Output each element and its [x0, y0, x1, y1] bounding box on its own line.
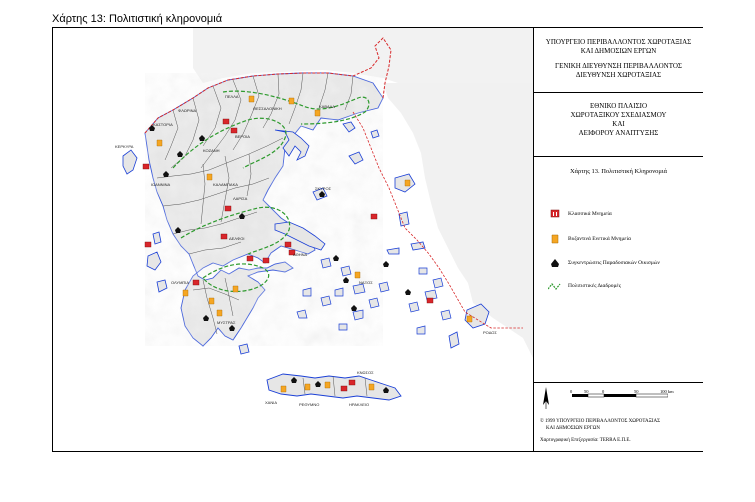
- byzantine-monument-marker: [467, 316, 472, 322]
- place-label: ΚΝΩΣΟΣ: [357, 370, 374, 375]
- legend-item-route: [548, 281, 621, 291]
- info-panel: [533, 28, 703, 451]
- map-frame: [52, 27, 703, 452]
- copyright-line: ΚΑΙ ΔΗΜΟΣΙΩΝ ΕΡΓΩΝ: [546, 426, 600, 431]
- byzantine-monument-icon: [548, 234, 562, 244]
- place-label: ΑΘΗΝΑ: [293, 252, 308, 257]
- legend-item-classical: [548, 209, 612, 219]
- scale-tick: 0: [570, 389, 573, 394]
- classical-monument-marker: [263, 258, 269, 263]
- byzantine-monument-marker: [183, 290, 188, 296]
- classical-monument-marker: [247, 256, 253, 261]
- place-label: ΗΡΑΚΛΕΙΟ: [349, 402, 370, 407]
- greece-map[interactable]: [53, 28, 533, 451]
- legend-box: [534, 157, 703, 383]
- byzantine-monument-marker: [289, 98, 294, 104]
- classical-monument-marker: [221, 234, 227, 239]
- legend-label: Πολιτιστικές Διαδρομές: [568, 282, 621, 289]
- framework-box: [534, 93, 703, 157]
- framework-line: ΕΘΝΙΚΟ ΠΛΑΙΣΙΟ: [589, 102, 648, 110]
- classical-monument-marker: [145, 242, 151, 247]
- scale-box: [534, 383, 703, 451]
- classical-monument-marker: [341, 386, 347, 391]
- byzantine-monument-marker: [369, 384, 374, 390]
- classical-monument-marker: [143, 164, 149, 169]
- place-label: ΡΕΘΥΜΝΟ: [299, 402, 320, 407]
- place-label: ΚΑΒΑΛΑ: [319, 104, 336, 109]
- byzantine-monument-marker: [405, 180, 410, 186]
- place-label: ΘΕΣΣΑΛΟΝΙΚΗ: [253, 106, 282, 111]
- legend-label: Βυζαντινά Ενετικά Μνημεία: [568, 235, 631, 242]
- place-label: ΦΛΩΡΙΝΑ: [178, 108, 197, 113]
- classical-monument-icon: [548, 209, 562, 219]
- directorate-line: ΔΙΕΥΘΥΝΣΗ ΧΩΡΟΤΑΞΙΑΣ: [575, 71, 662, 79]
- samothraki-island: [371, 130, 379, 138]
- place-label: ΚΑΛΑΜΠΑΚΑ: [213, 182, 238, 187]
- legend-label: Συγκεντρώσεις Παραδοσιακών Οικισμών: [568, 259, 660, 266]
- byzantine-monument-marker: [233, 286, 238, 292]
- map-caption: Χάρτης 13: Πολιτιστική κληρονομιά: [52, 13, 223, 25]
- place-label: ΡΟΔΟΣ: [483, 330, 497, 335]
- classical-monument-marker: [193, 280, 199, 285]
- byzantine-monument-marker: [249, 96, 254, 102]
- cartography-credit: Χαρτογραφική Επεξεργασία: TERRA Ε.Π.Ε.: [540, 438, 631, 443]
- place-label: ΒΕΡΟΙΑ: [235, 134, 250, 139]
- classical-monument-marker: [223, 119, 229, 124]
- copyright-line: © 1999 ΥΠΟΥΡΓΕΙΟ ΠΕΡΙΒΑΛΛΟΝΤΟΣ ΧΩΡΟΤΑΞΙΑΣ: [540, 419, 661, 424]
- place-label: ΚΕΡΚΥΡΑ: [115, 144, 134, 149]
- scale-tick: 100 km: [660, 389, 674, 394]
- byzantine-monument-marker: [207, 174, 212, 180]
- place-label: ΔΕΛΦΟΙ: [229, 236, 245, 241]
- place-label: ΟΛΥΜΠΙΑ: [171, 280, 190, 285]
- classical-monument-marker: [349, 380, 355, 385]
- directorate-line: ΓΕΝΙΚΗ ΔΙΕΥΘΥΝΣΗ ΠΕΡΙΒΑΛΛΟΝΤΟΣ: [555, 62, 682, 70]
- place-label: ΠΕΛΛΑ: [225, 94, 239, 99]
- byzantine-monument-marker: [209, 298, 214, 304]
- place-label: ΣΚΥΡΟΣ: [315, 186, 332, 191]
- ministry-box: [534, 28, 703, 93]
- cultural-route-icon: [548, 281, 562, 291]
- map-title: Χάρτης 13. Πολιτιστική Κληρονομιά: [569, 168, 668, 175]
- classical-monument-marker: [225, 206, 231, 211]
- framework-line: ΑΕΙΦΟΡΟΥ ΑΝΑΠΤΥΞΗΣ: [578, 129, 659, 137]
- kythira-island: [239, 344, 249, 354]
- scale-tick: 50: [584, 389, 589, 394]
- classical-monument-marker: [427, 298, 433, 303]
- place-label: ΜΥΣΤΡΑΣ: [217, 320, 236, 325]
- byzantine-monument-marker: [157, 140, 162, 146]
- settlement-icon: [548, 258, 562, 268]
- byzantine-monument-marker: [305, 384, 310, 390]
- byzantine-monument-marker: [217, 310, 222, 316]
- framework-line: ΚΑΙ: [612, 120, 625, 128]
- classical-monument-marker: [231, 128, 237, 133]
- ministry-line: ΚΑΙ ΔΗΜΟΣΙΩΝ ΕΡΓΩΝ: [580, 47, 657, 55]
- place-label: ΝΑΞΟΣ: [359, 280, 373, 285]
- scale-tick: 0: [602, 389, 605, 394]
- place-label: ΛΑΡΙΣΑ: [233, 196, 248, 201]
- scale-tick: 50: [634, 389, 639, 394]
- legend-item-settlement: [548, 258, 660, 268]
- legend-item-byzantine: [548, 234, 631, 244]
- byzantine-monument-marker: [355, 272, 360, 278]
- classical-monument-marker: [371, 214, 377, 219]
- north-arrow-icon: [540, 387, 552, 409]
- place-label: ΧΑΝΙΑ: [265, 400, 278, 405]
- chios-island: [399, 212, 409, 226]
- byzantine-monument-marker: [315, 110, 320, 116]
- place-label: ΙΩΑΝΝΙΝΑ: [151, 182, 171, 187]
- ministry-line: ΥΠΟΥΡΓΕΙΟ ΠΕΡΙΒΑΛΛΟΝΤΟΣ ΧΩΡΟΤΑΞΙΑΣ: [545, 38, 692, 46]
- framework-line: ΧΩΡΟΤΑΞΙΚΟΥ ΣΧΕΔΙΑΣΜΟΥ: [570, 111, 667, 119]
- legend-label: Κλασσικά Μνημεία: [568, 210, 612, 217]
- byzantine-monument-marker: [325, 382, 330, 388]
- place-label: ΚΟΖΑΝΗ: [203, 148, 220, 153]
- classical-monument-marker: [285, 242, 291, 247]
- byzantine-monument-marker: [281, 386, 286, 392]
- place-label: ΚΑΣΤΟΡΙΑ: [153, 122, 173, 127]
